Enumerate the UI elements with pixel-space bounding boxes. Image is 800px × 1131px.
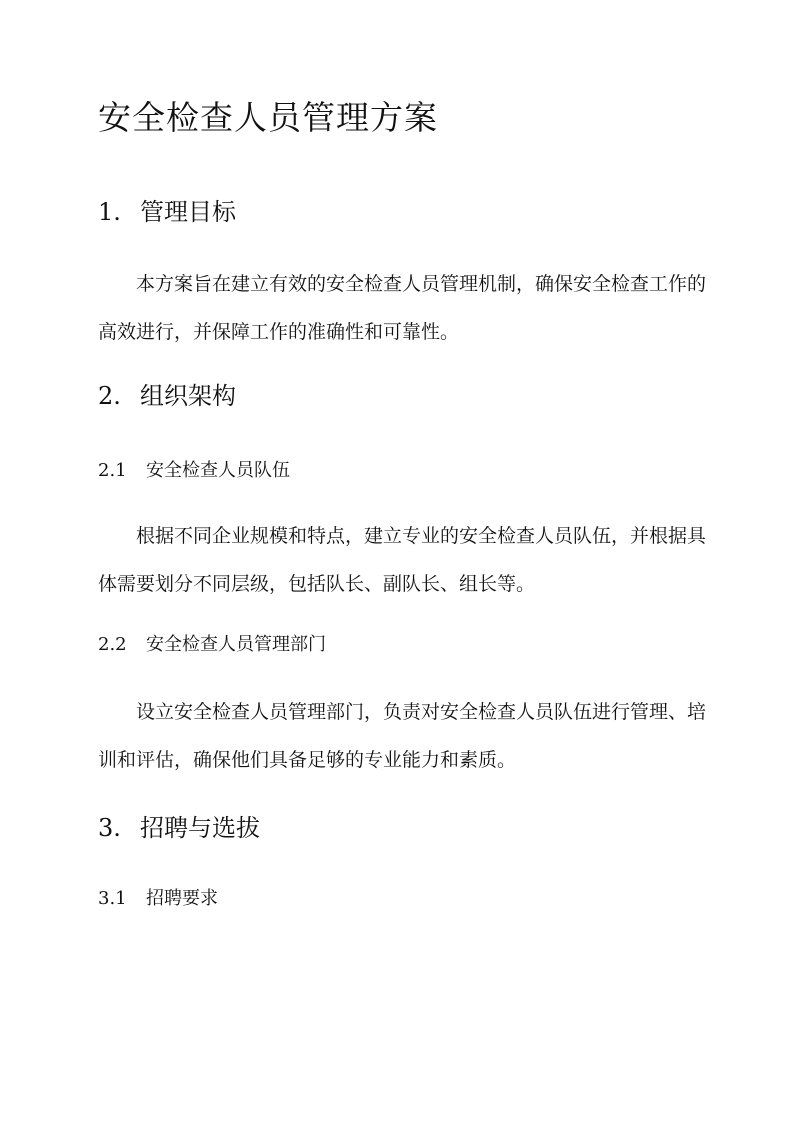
section-heading-3 xyxy=(98,812,260,844)
subsection-title: 安全检查人员管理部门 xyxy=(146,634,326,655)
section-number: 3. xyxy=(98,814,121,842)
section-title: 组织架构 xyxy=(140,382,236,410)
subsection-number: 2.1 xyxy=(98,460,127,481)
section-1-paragraph: 本方案旨在建立有效的安全检查人员管理机制，确保安全检查工作的高效进行，并保障工作的准确性和可靠性。 xyxy=(98,273,707,343)
section-heading-1 xyxy=(98,196,236,228)
section-title: 招聘与选拔 xyxy=(140,814,260,842)
section-title: 管理目标 xyxy=(140,198,236,226)
subsection-2-2-paragraph: 设立安全检查人员管理部门，负责对安全检查人员队伍进行管理、培训和评估，确保他们具备足够的专业能力和素质。 xyxy=(98,701,707,771)
subsection-heading-2-2 xyxy=(98,632,326,658)
subsection-heading-2-1 xyxy=(98,458,290,484)
subsection-heading-3-1 xyxy=(98,886,218,912)
subsection-title: 安全检查人员队伍 xyxy=(146,460,290,481)
subsection-number: 3.1 xyxy=(98,888,127,909)
subsection-2-1-paragraph: 根据不同企业规模和特点，建立专业的安全检查人员队伍，并根据具体需要划分不同层级，包括队长、副队长、组长等。 xyxy=(98,525,707,595)
subsection-number: 2.2 xyxy=(98,634,127,655)
section-heading-2 xyxy=(98,380,236,412)
section-number: 2. xyxy=(98,382,121,410)
document-title: 安全检查人员管理方案 xyxy=(98,98,438,137)
section-number: 1. xyxy=(98,198,121,226)
subsection-title: 招聘要求 xyxy=(146,888,218,909)
